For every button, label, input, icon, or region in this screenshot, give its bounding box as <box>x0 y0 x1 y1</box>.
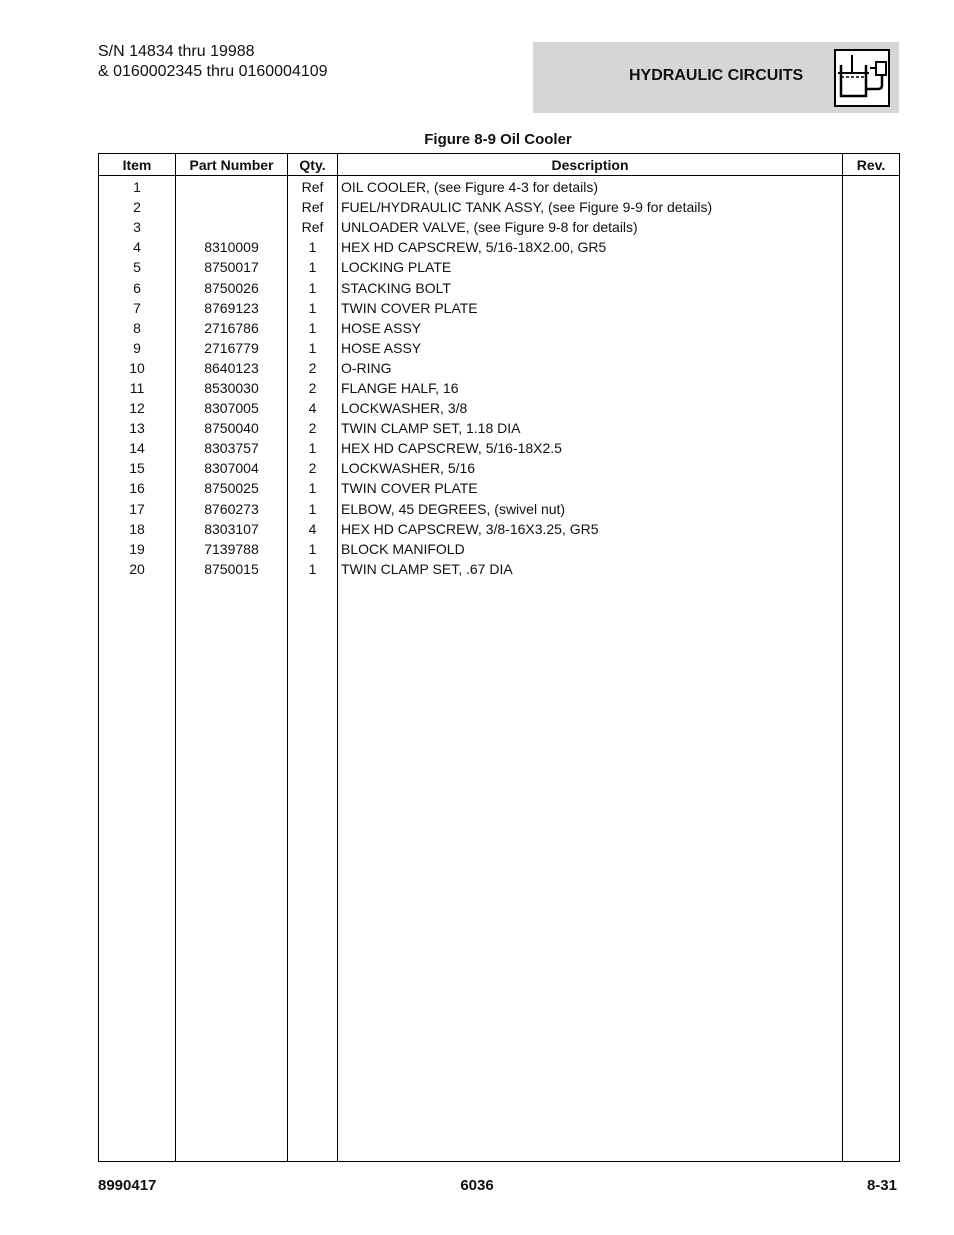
part-number: 8760273 <box>176 499 288 519</box>
part-number <box>176 176 288 198</box>
description: FUEL/HYDRAULIC TANK ASSY, (see Figure 9-9 for details) <box>338 197 843 217</box>
part-number: 8530030 <box>176 378 288 398</box>
serial-line-1: S/N 14834 thru 19988 <box>98 43 255 60</box>
part-number: 8307005 <box>176 398 288 418</box>
revision <box>843 338 900 358</box>
table-row <box>99 358 900 378</box>
revision <box>843 559 900 579</box>
quantity: 1 <box>288 478 338 498</box>
revision <box>843 519 900 539</box>
revision <box>843 398 900 418</box>
description: TWIN CLAMP SET, 1.18 DIA <box>338 418 843 438</box>
description: TWIN COVER PLATE <box>338 478 843 498</box>
revision <box>843 539 900 559</box>
part-number: 8750026 <box>176 277 288 297</box>
column-header-qty: Qty. <box>288 154 338 176</box>
quantity: 4 <box>288 519 338 539</box>
table-row <box>99 438 900 458</box>
description: LOCKWASHER, 5/16 <box>338 458 843 478</box>
column-header-rev: Rev. <box>843 154 900 176</box>
quantity: 1 <box>288 318 338 338</box>
table-row <box>99 277 900 297</box>
item-number: 13 <box>99 418 176 438</box>
item-number: 11 <box>99 378 176 398</box>
item-number: 4 <box>99 237 176 257</box>
table-row <box>99 378 900 398</box>
part-number: 8640123 <box>176 358 288 378</box>
section-title: HYDRAULIC CIRCUITS <box>629 67 804 84</box>
description: BLOCK MANIFOLD <box>338 539 843 559</box>
part-number: 8303107 <box>176 519 288 539</box>
table-header-row <box>99 154 900 176</box>
description: HEX HD CAPSCREW, 3/8-16X3.25, GR5 <box>338 519 843 539</box>
quantity: 2 <box>288 378 338 398</box>
quantity: Ref <box>288 217 338 237</box>
part-number: 8750040 <box>176 418 288 438</box>
description: ELBOW, 45 DEGREES, (swivel nut) <box>338 499 843 519</box>
revision <box>843 478 900 498</box>
item-number: 17 <box>99 499 176 519</box>
quantity: 1 <box>288 257 338 277</box>
table-row <box>99 338 900 358</box>
section-tab <box>533 42 899 113</box>
quantity: 1 <box>288 298 338 318</box>
quantity: Ref <box>288 197 338 217</box>
item-number: 15 <box>99 458 176 478</box>
revision <box>843 499 900 519</box>
footer-page-number: 8-31 <box>866 1177 897 1194</box>
description: STACKING BOLT <box>338 277 843 297</box>
item-number: 8 <box>99 318 176 338</box>
part-number: 8307004 <box>176 458 288 478</box>
column-header-description: Description <box>338 154 843 176</box>
quantity: 2 <box>288 458 338 478</box>
item-number: 14 <box>99 438 176 458</box>
revision <box>843 257 900 277</box>
description: TWIN CLAMP SET, .67 DIA <box>338 559 843 579</box>
revision <box>843 418 900 438</box>
table-row <box>99 298 900 318</box>
revision <box>843 298 900 318</box>
item-number: 2 <box>99 197 176 217</box>
item-number: 9 <box>99 338 176 358</box>
part-number: 2716786 <box>176 318 288 338</box>
revision <box>843 277 900 297</box>
table-row <box>99 539 900 559</box>
part-number: 8750017 <box>176 257 288 277</box>
footer-doc-number: 8990417 <box>98 1177 157 1194</box>
description: OIL COOLER, (see Figure 4-3 for details) <box>338 176 843 198</box>
revision <box>843 358 900 378</box>
footer-model: 6036 <box>460 1177 494 1194</box>
description: HEX HD CAPSCREW, 5/16-18X2.5 <box>338 438 843 458</box>
quantity: 1 <box>288 237 338 257</box>
part-number: 2716779 <box>176 338 288 358</box>
revision <box>843 318 900 338</box>
part-number <box>176 197 288 217</box>
table-row <box>99 519 900 539</box>
item-number: 6 <box>99 277 176 297</box>
description: HOSE ASSY <box>338 338 843 358</box>
item-number: 5 <box>99 257 176 277</box>
revision <box>843 197 900 217</box>
revision <box>843 378 900 398</box>
table-row <box>99 318 900 338</box>
column-header-part-number: Part Number <box>176 154 288 176</box>
revision <box>843 176 900 198</box>
quantity: 2 <box>288 418 338 438</box>
quantity: Ref <box>288 176 338 198</box>
description: FLANGE HALF, 16 <box>338 378 843 398</box>
table-blank-space <box>99 579 900 1162</box>
description: LOCKWASHER, 3/8 <box>338 398 843 418</box>
table-row <box>99 559 900 579</box>
item-number: 10 <box>99 358 176 378</box>
table-row <box>99 237 900 257</box>
quantity: 1 <box>288 539 338 559</box>
table-row <box>99 176 900 198</box>
item-number: 7 <box>99 298 176 318</box>
quantity: 1 <box>288 438 338 458</box>
revision <box>843 217 900 237</box>
quantity: 1 <box>288 338 338 358</box>
table-row <box>99 398 900 418</box>
item-number: 12 <box>99 398 176 418</box>
table-row <box>99 217 900 237</box>
serial-line-2: & 0160002345 thru 0160004109 <box>98 63 328 80</box>
quantity: 1 <box>288 277 338 297</box>
part-number: 8750025 <box>176 478 288 498</box>
description: O-RING <box>338 358 843 378</box>
description: TWIN COVER PLATE <box>338 298 843 318</box>
quantity: 4 <box>288 398 338 418</box>
serial-number-range <box>98 42 328 82</box>
description: HOSE ASSY <box>338 318 843 338</box>
figure-title: Figure 8-9 Oil Cooler <box>424 131 572 148</box>
part-number: 8750015 <box>176 559 288 579</box>
quantity: 1 <box>288 559 338 579</box>
quantity: 1 <box>288 499 338 519</box>
part-number <box>176 217 288 237</box>
item-number: 18 <box>99 519 176 539</box>
part-number: 8310009 <box>176 237 288 257</box>
column-header-item: Item <box>99 154 176 176</box>
table-row <box>99 458 900 478</box>
revision <box>843 458 900 478</box>
description: UNLOADER VALVE, (see Figure 9-8 for details) <box>338 217 843 237</box>
table-row <box>99 478 900 498</box>
item-number: 19 <box>99 539 176 559</box>
part-number: 8303757 <box>176 438 288 458</box>
parts-table <box>98 153 900 1162</box>
description: HEX HD CAPSCREW, 5/16-18X2.00, GR5 <box>338 237 843 257</box>
item-number: 1 <box>99 176 176 198</box>
part-number: 7139788 <box>176 539 288 559</box>
table-row <box>99 257 900 277</box>
item-number: 20 <box>99 559 176 579</box>
quantity: 2 <box>288 358 338 378</box>
table-row <box>99 499 900 519</box>
item-number: 3 <box>99 217 176 237</box>
table-row <box>99 418 900 438</box>
hydraulic-tank-icon <box>834 49 890 107</box>
table-row <box>99 197 900 217</box>
part-number: 8769123 <box>176 298 288 318</box>
description: LOCKING PLATE <box>338 257 843 277</box>
revision <box>843 237 900 257</box>
item-number: 16 <box>99 478 176 498</box>
revision <box>843 438 900 458</box>
